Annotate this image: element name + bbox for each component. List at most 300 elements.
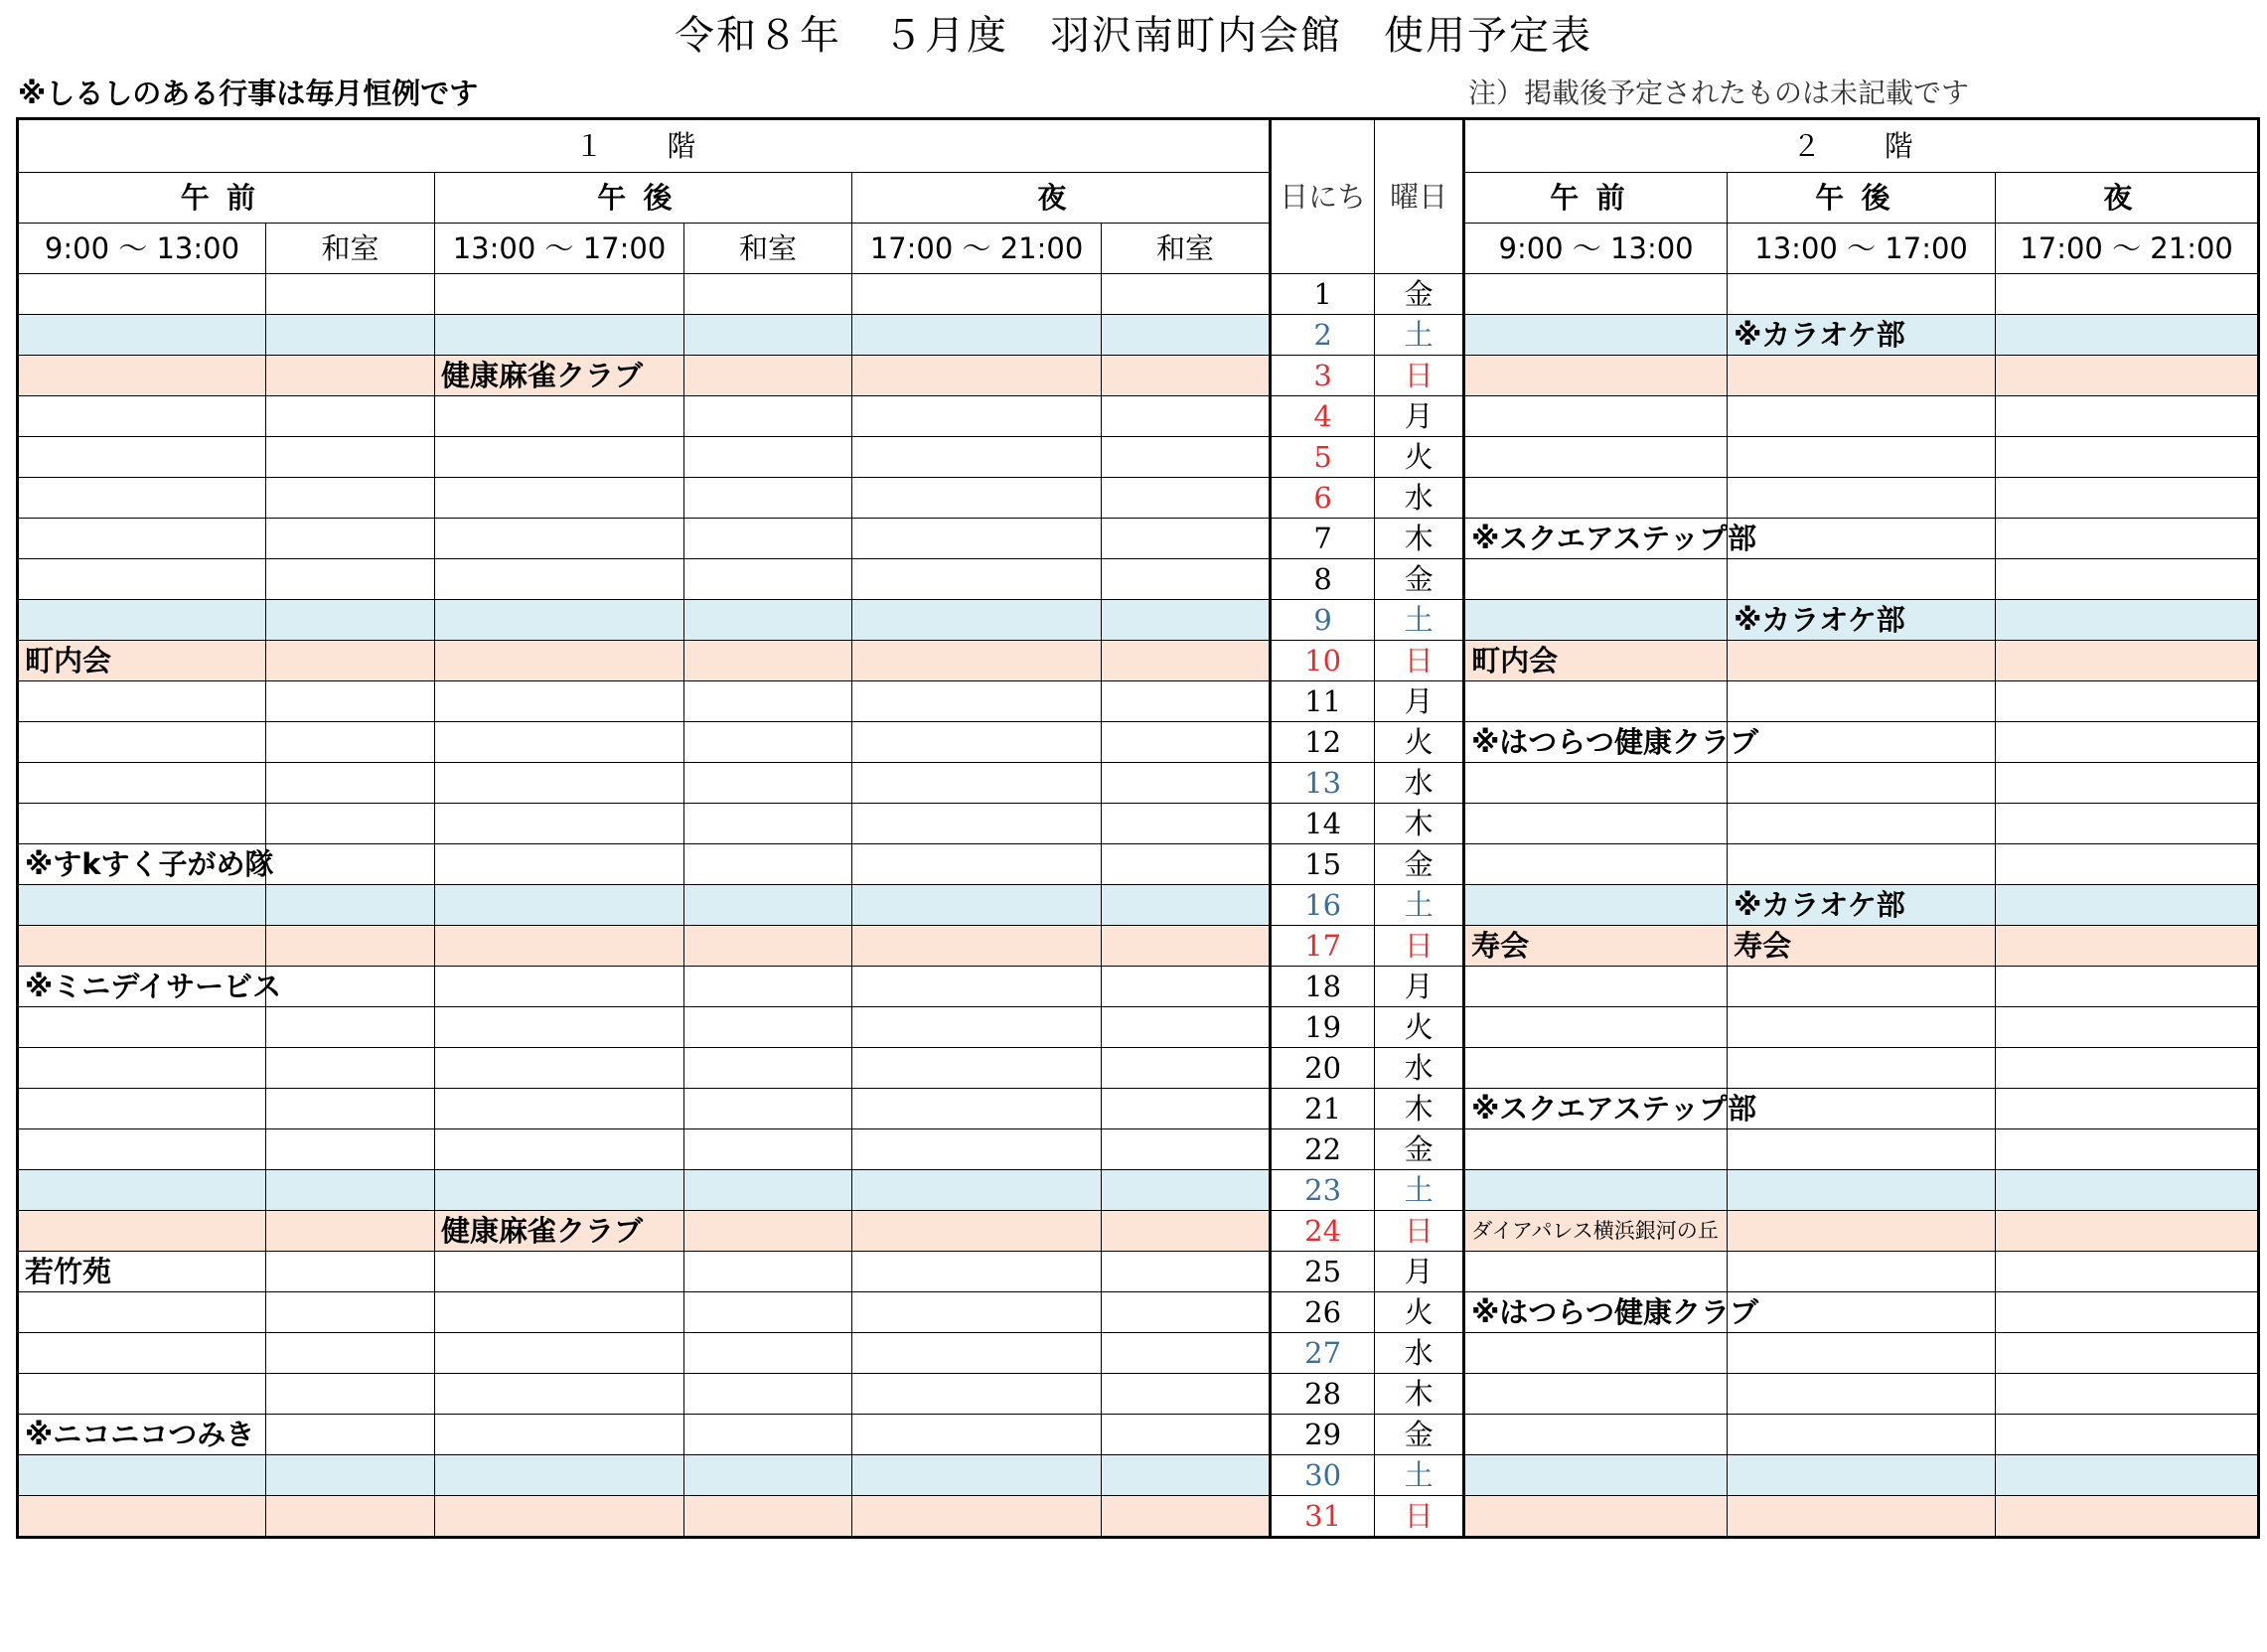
f1-slot-cell[interactable]: [852, 519, 1102, 559]
f2-slot-cell[interactable]: [1728, 274, 1996, 315]
f1-slot-cell[interactable]: [684, 396, 852, 437]
f1-slot-cell[interactable]: [1102, 804, 1271, 844]
f1-slot-cell[interactable]: [266, 1170, 435, 1211]
f2-slot-cell[interactable]: [1464, 1455, 1728, 1496]
f2-slot-cell[interactable]: [1464, 478, 1728, 519]
f1-slot-cell[interactable]: [1102, 1089, 1271, 1129]
f1-slot-cell[interactable]: [1102, 1333, 1271, 1374]
f1-slot-cell[interactable]: [18, 1455, 266, 1496]
f1-slot-cell[interactable]: [1102, 1496, 1271, 1538]
f1-slot-cell[interactable]: [684, 315, 852, 356]
f2-slot-cell[interactable]: [1728, 804, 1996, 844]
f1-pm-washitsu: 和室: [684, 224, 852, 274]
f2-slot-cell[interactable]: [1728, 641, 1996, 681]
f2-slot-cell[interactable]: [1728, 1496, 1996, 1538]
f1-slot-cell[interactable]: [852, 722, 1102, 763]
f2-slot-cell[interactable]: [1996, 396, 2259, 437]
f1-slot-cell[interactable]: [684, 274, 852, 315]
f1-slot-cell[interactable]: [852, 885, 1102, 926]
f1-slot-cell[interactable]: [852, 1170, 1102, 1211]
f1-slot-cell[interactable]: [1102, 967, 1271, 1007]
f2-slot-cell[interactable]: [1464, 1048, 1728, 1089]
f1-slot-cell[interactable]: [18, 437, 266, 478]
f2-slot-cell[interactable]: [1728, 722, 1996, 763]
f1-slot-cell[interactable]: [266, 315, 435, 356]
f1-slot-cell[interactable]: [684, 1496, 852, 1538]
f2-slot-cell[interactable]: [1464, 1415, 1728, 1455]
f1-slot-cell[interactable]: [18, 1129, 266, 1170]
f1-slot-cell[interactable]: [1102, 356, 1271, 396]
f2-slot-cell[interactable]: [1728, 559, 1996, 600]
f1-am-washitsu: 和室: [266, 224, 435, 274]
f1-slot-cell[interactable]: [1102, 478, 1271, 519]
f1-slot-cell[interactable]: [1102, 1455, 1271, 1496]
f1-slot-cell[interactable]: [435, 600, 684, 641]
f1-slot-cell[interactable]: [266, 1048, 435, 1089]
f1-slot-cell[interactable]: [435, 519, 684, 559]
f2-slot-cell[interactable]: [1464, 274, 1728, 315]
f2-slot-cell[interactable]: ダイアパレス横浜銀河の丘: [1464, 1211, 1728, 1252]
f1-slot-cell[interactable]: [18, 1089, 266, 1129]
f1-slot-cell[interactable]: [435, 885, 684, 926]
table-row: [18, 641, 2259, 681]
f1-slot-cell[interactable]: [1102, 1374, 1271, 1415]
f1-slot-cell[interactable]: [266, 641, 435, 681]
f2-slot-cell[interactable]: ※カラオケ部: [1728, 315, 1996, 356]
f1-slot-cell[interactable]: [852, 1374, 1102, 1415]
f1-slot-cell[interactable]: [1102, 926, 1271, 967]
f2-slot-cell[interactable]: [1728, 844, 1996, 885]
f2-slot-cell[interactable]: ※はつらつ健康クラブ: [1464, 1292, 1728, 1333]
f1-slot-cell[interactable]: [435, 1007, 684, 1048]
f1-slot-cell[interactable]: [18, 1333, 266, 1374]
f2-slot-cell[interactable]: [1996, 681, 2259, 722]
f1-slot-cell[interactable]: [435, 274, 684, 315]
f1-slot-cell[interactable]: [1102, 437, 1271, 478]
f1-slot-cell[interactable]: [684, 1048, 852, 1089]
f1-slot-cell[interactable]: 健康麻雀クラブ: [435, 1211, 684, 1252]
f2-slot-cell[interactable]: 町内会: [1464, 641, 1728, 681]
f1-slot-cell[interactable]: [852, 559, 1102, 600]
f2-slot-cell[interactable]: [1996, 1089, 2259, 1129]
f2-slot-cell[interactable]: [1728, 1455, 1996, 1496]
f1-slot-cell[interactable]: [684, 559, 852, 600]
f2-slot-cell[interactable]: [1464, 396, 1728, 437]
f2-slot-cell[interactable]: [1728, 437, 1996, 478]
f1-slot-cell[interactable]: [266, 396, 435, 437]
f2-slot-cell[interactable]: [1464, 315, 1728, 356]
f1-slot-cell[interactable]: [1102, 600, 1271, 641]
f2-slot-cell[interactable]: [1996, 844, 2259, 885]
f1-slot-cell[interactable]: [1102, 722, 1271, 763]
f1-slot-cell[interactable]: [852, 478, 1102, 519]
f2-slot-cell[interactable]: [1996, 1374, 2259, 1415]
f1-slot-cell[interactable]: [435, 1089, 684, 1129]
f2-slot-cell[interactable]: [1728, 1129, 1996, 1170]
f1-slot-cell[interactable]: [684, 1333, 852, 1374]
f1-slot-cell[interactable]: [1102, 274, 1271, 315]
f2-slot-cell[interactable]: [1464, 356, 1728, 396]
f2-slot-cell[interactable]: [1464, 967, 1728, 1007]
f2-slot-cell[interactable]: [1464, 1496, 1728, 1538]
f1-slot-cell[interactable]: [18, 885, 266, 926]
f2-slot-cell[interactable]: [1728, 1048, 1996, 1089]
f1-slot-cell[interactable]: [1102, 844, 1271, 885]
f2-slot-cell[interactable]: [1728, 478, 1996, 519]
f2-slot-cell[interactable]: [1464, 1129, 1728, 1170]
f1-slot-cell[interactable]: [435, 722, 684, 763]
f2-slot-cell[interactable]: [1728, 681, 1996, 722]
f2-slot-cell[interactable]: [1728, 1415, 1996, 1455]
f1-slot-cell[interactable]: [266, 1496, 435, 1538]
f1-slot-cell[interactable]: [18, 1007, 266, 1048]
f1-slot-cell[interactable]: [684, 1252, 852, 1292]
f2-slot-cell[interactable]: [1464, 844, 1728, 885]
f1-slot-cell[interactable]: ※ミニデイサービス: [18, 967, 266, 1007]
f1-slot-cell[interactable]: [852, 1089, 1102, 1129]
f1-slot-cell[interactable]: [852, 681, 1102, 722]
f1-slot-cell[interactable]: [435, 804, 684, 844]
f1-slot-cell[interactable]: [18, 559, 266, 600]
f1-slot-cell[interactable]: [1102, 1415, 1271, 1455]
f1-slot-cell[interactable]: [18, 722, 266, 763]
f1-slot-cell[interactable]: [266, 478, 435, 519]
f1-slot-cell[interactable]: [684, 804, 852, 844]
f1-slot-cell[interactable]: [1102, 641, 1271, 681]
f1-slot-cell[interactable]: 若竹苑: [18, 1252, 266, 1292]
f1-slot-cell[interactable]: [1102, 396, 1271, 437]
f2-slot-cell[interactable]: [1464, 1170, 1728, 1211]
f1-slot-cell[interactable]: [18, 804, 266, 844]
table-row: [18, 478, 2259, 519]
f2-slot-cell[interactable]: [1996, 600, 2259, 641]
f1-slot-cell[interactable]: [852, 1129, 1102, 1170]
f1-slot-cell[interactable]: [684, 437, 852, 478]
f1-slot-cell[interactable]: [852, 763, 1102, 804]
f1-slot-cell[interactable]: [435, 926, 684, 967]
f2-slot-cell[interactable]: [1464, 559, 1728, 600]
f1-slot-cell[interactable]: [435, 396, 684, 437]
day-number: 20: [1271, 1048, 1375, 1089]
f2-slot-cell[interactable]: [1464, 763, 1728, 804]
f2-slot-cell[interactable]: [1996, 356, 2259, 396]
f1-slot-cell[interactable]: [852, 1333, 1102, 1374]
f2-slot-cell[interactable]: 寿会: [1728, 926, 1996, 967]
table-row: [18, 356, 2259, 396]
f1-slot-cell[interactable]: [852, 356, 1102, 396]
f1-slot-cell[interactable]: [435, 681, 684, 722]
f1-slot-cell[interactable]: [435, 1292, 684, 1333]
f1-slot-cell[interactable]: [684, 1129, 852, 1170]
f1-slot-cell[interactable]: [18, 926, 266, 967]
f1-slot-cell[interactable]: [1102, 1211, 1271, 1252]
f2-slot-cell[interactable]: [1996, 437, 2259, 478]
f2-slot-cell[interactable]: [1728, 1333, 1996, 1374]
f1-slot-cell[interactable]: [852, 1007, 1102, 1048]
f1-slot-cell[interactable]: [266, 1333, 435, 1374]
f1-slot-cell[interactable]: [266, 1415, 435, 1455]
table-row: [18, 763, 2259, 804]
f1-slot-cell[interactable]: [18, 681, 266, 722]
weekday-cell: 金: [1375, 1129, 1464, 1170]
f2-am-header: 午前: [1464, 173, 1728, 224]
f1-slot-cell[interactable]: [852, 396, 1102, 437]
f1-slot-cell[interactable]: [1102, 1007, 1271, 1048]
f1-slot-cell[interactable]: [684, 1415, 852, 1455]
f1-slot-cell[interactable]: [18, 1211, 266, 1252]
f2-slot-cell[interactable]: [1728, 1170, 1996, 1211]
weekday-cell: 金: [1375, 274, 1464, 315]
f1-slot-cell[interactable]: [852, 315, 1102, 356]
f1-slot-cell[interactable]: [18, 356, 266, 396]
f1-slot-cell[interactable]: [684, 600, 852, 641]
day-header: 日にち: [1271, 119, 1375, 274]
day-number: 17: [1271, 926, 1375, 967]
weekday-cell: 日: [1375, 1211, 1464, 1252]
f1-slot-cell[interactable]: ※ニコニコつみき: [18, 1415, 266, 1455]
f2-slot-cell[interactable]: [1996, 885, 2259, 926]
f1-slot-cell[interactable]: [684, 967, 852, 1007]
f1-slot-cell[interactable]: [1102, 763, 1271, 804]
f2-slot-cell[interactable]: [1996, 1048, 2259, 1089]
f2-slot-cell[interactable]: [1996, 1455, 2259, 1496]
f2-slot-cell[interactable]: [1728, 1211, 1996, 1252]
f1-slot-cell[interactable]: [684, 681, 852, 722]
f1-slot-cell[interactable]: [266, 1089, 435, 1129]
f1-slot-cell[interactable]: [266, 681, 435, 722]
f2-slot-cell[interactable]: 寿会: [1464, 926, 1728, 967]
f1-slot-cell[interactable]: [852, 967, 1102, 1007]
f1-slot-cell[interactable]: [18, 315, 266, 356]
weekday-header: 曜日: [1375, 119, 1464, 274]
f1-slot-cell[interactable]: [1102, 1129, 1271, 1170]
f1-slot-cell[interactable]: [684, 641, 852, 681]
f2-slot-cell[interactable]: ※スクエアステップ部: [1464, 1089, 1728, 1129]
f1-slot-cell[interactable]: [435, 437, 684, 478]
f2-slot-cell[interactable]: [1996, 519, 2259, 559]
f2-slot-cell[interactable]: [1464, 1333, 1728, 1374]
f1-slot-cell[interactable]: [266, 1292, 435, 1333]
f1-slot-cell[interactable]: [266, 559, 435, 600]
f1-slot-cell[interactable]: [852, 804, 1102, 844]
table-row: [18, 885, 2259, 926]
f1-slot-cell[interactable]: [18, 763, 266, 804]
f1-slot-cell[interactable]: [435, 315, 684, 356]
f1-slot-cell[interactable]: [18, 1496, 266, 1538]
f1-slot-cell[interactable]: [1102, 1252, 1271, 1292]
f2-slot-cell[interactable]: [1728, 1007, 1996, 1048]
f1-slot-cell[interactable]: [852, 1455, 1102, 1496]
f1-slot-cell[interactable]: [852, 600, 1102, 641]
f2-slot-cell[interactable]: [1464, 600, 1728, 641]
f2-slot-cell[interactable]: [1996, 1496, 2259, 1538]
f1-slot-cell[interactable]: [1102, 519, 1271, 559]
f1-slot-cell[interactable]: [852, 641, 1102, 681]
weekday-cell: 土: [1375, 1455, 1464, 1496]
f1-slot-cell[interactable]: [852, 1252, 1102, 1292]
f1-slot-cell[interactable]: [435, 1415, 684, 1455]
f1-slot-cell[interactable]: [684, 1089, 852, 1129]
f1-slot-cell[interactable]: [684, 1211, 852, 1252]
f2-slot-cell[interactable]: [1728, 763, 1996, 804]
f1-slot-cell[interactable]: [684, 1374, 852, 1415]
f1-slot-cell[interactable]: [852, 926, 1102, 967]
f1-slot-cell[interactable]: [18, 519, 266, 559]
f2-slot-cell[interactable]: ※カラオケ部: [1728, 600, 1996, 641]
f2-slot-cell[interactable]: [1996, 1170, 2259, 1211]
f1-slot-cell[interactable]: [1102, 885, 1271, 926]
f1-slot-cell[interactable]: [266, 763, 435, 804]
f1-slot-cell[interactable]: [684, 763, 852, 804]
f2-slot-cell[interactable]: [1464, 1374, 1728, 1415]
f1-slot-cell[interactable]: [266, 519, 435, 559]
f2-slot-cell[interactable]: [1996, 763, 2259, 804]
f2-slot-cell[interactable]: [1728, 1292, 1996, 1333]
f2-slot-cell[interactable]: [1996, 274, 2259, 315]
f1-slot-cell[interactable]: [435, 1333, 684, 1374]
f2-slot-cell[interactable]: [1464, 804, 1728, 844]
f1-slot-cell[interactable]: [435, 967, 684, 1007]
f1-slot-cell[interactable]: [266, 1455, 435, 1496]
f1-slot-cell[interactable]: [852, 274, 1102, 315]
f1-slot-cell[interactable]: [266, 885, 435, 926]
f2-slot-cell[interactable]: [1728, 519, 1996, 559]
table-row: [18, 1007, 2259, 1048]
f1-slot-cell[interactable]: ※すkすく子がめ隊: [18, 844, 266, 885]
f1-slot-cell[interactable]: [266, 1374, 435, 1415]
f1-slot-cell[interactable]: [266, 437, 435, 478]
f1-slot-cell[interactable]: [435, 1252, 684, 1292]
f1-slot-cell[interactable]: [684, 478, 852, 519]
f1-slot-cell[interactable]: [684, 519, 852, 559]
f1-slot-cell[interactable]: [1102, 1170, 1271, 1211]
f1-slot-cell[interactable]: [852, 1292, 1102, 1333]
f2-slot-cell[interactable]: [1996, 722, 2259, 763]
f1-slot-cell[interactable]: [18, 600, 266, 641]
f1-slot-cell[interactable]: [18, 1292, 266, 1333]
f1-slot-cell[interactable]: [435, 763, 684, 804]
f1-slot-cell[interactable]: [852, 1048, 1102, 1089]
f1-slot-cell[interactable]: [684, 1170, 852, 1211]
f1-slot-cell[interactable]: [684, 356, 852, 396]
f2-slot-cell[interactable]: ※カラオケ部: [1728, 885, 1996, 926]
f1-slot-cell[interactable]: [852, 1211, 1102, 1252]
f1-slot-cell[interactable]: [435, 1048, 684, 1089]
f1-slot-cell[interactable]: [852, 844, 1102, 885]
f1-slot-cell[interactable]: [435, 1496, 684, 1538]
f1-slot-cell[interactable]: [852, 437, 1102, 478]
f2-slot-cell[interactable]: [1996, 1211, 2259, 1252]
f1-slot-cell[interactable]: [1102, 1048, 1271, 1089]
f1-slot-cell[interactable]: [684, 1292, 852, 1333]
f1-slot-cell[interactable]: [435, 641, 684, 681]
f2-slot-cell[interactable]: [1464, 885, 1728, 926]
f2-slot-cell[interactable]: [1996, 804, 2259, 844]
f1-slot-cell[interactable]: [18, 396, 266, 437]
f2-slot-cell[interactable]: [1728, 356, 1996, 396]
f1-slot-cell[interactable]: [18, 1170, 266, 1211]
weekday-cell: 木: [1375, 1374, 1464, 1415]
f2-slot-cell[interactable]: [1728, 1089, 1996, 1129]
f2-slot-cell[interactable]: [1728, 1252, 1996, 1292]
f1-slot-cell[interactable]: [1102, 1292, 1271, 1333]
f1-slot-cell[interactable]: [266, 804, 435, 844]
f1-slot-cell[interactable]: [1102, 315, 1271, 356]
f2-slot-cell[interactable]: [1464, 1252, 1728, 1292]
f1-slot-cell[interactable]: [684, 1007, 852, 1048]
f1-slot-cell[interactable]: [18, 274, 266, 315]
f1-slot-cell[interactable]: [266, 600, 435, 641]
f1-slot-cell[interactable]: [435, 1374, 684, 1415]
f1-slot-cell[interactable]: [266, 844, 435, 885]
f1-slot-cell[interactable]: [18, 1048, 266, 1089]
f1-slot-cell[interactable]: [435, 559, 684, 600]
f1-slot-cell[interactable]: [852, 1415, 1102, 1455]
f1-slot-cell[interactable]: [266, 274, 435, 315]
f1-slot-cell[interactable]: [435, 844, 684, 885]
f2-slot-cell[interactable]: [1996, 1129, 2259, 1170]
f1-slot-cell[interactable]: [435, 1455, 684, 1496]
f2-slot-cell[interactable]: ※はつらつ健康クラブ: [1464, 722, 1728, 763]
f2-slot-cell[interactable]: [1464, 1007, 1728, 1048]
f1-slot-cell[interactable]: [435, 478, 684, 519]
f1-slot-cell[interactable]: [266, 926, 435, 967]
f2-slot-cell[interactable]: [1996, 641, 2259, 681]
f2-slot-cell[interactable]: [1996, 478, 2259, 519]
f2-slot-cell[interactable]: ※スクエアステップ部: [1464, 519, 1728, 559]
f1-slot-cell[interactable]: [435, 1170, 684, 1211]
f1-slot-cell[interactable]: [684, 722, 852, 763]
f1-slot-cell[interactable]: [1102, 681, 1271, 722]
f2-slot-cell[interactable]: [1996, 559, 2259, 600]
f1-slot-cell[interactable]: [18, 478, 266, 519]
f2-slot-cell[interactable]: [1996, 1333, 2259, 1374]
f1-slot-cell[interactable]: [1102, 559, 1271, 600]
f2-slot-cell[interactable]: [1728, 1374, 1996, 1415]
f1-slot-cell[interactable]: [852, 1496, 1102, 1538]
f1-slot-cell[interactable]: [684, 926, 852, 967]
f2-slot-cell[interactable]: [1996, 315, 2259, 356]
f1-slot-cell[interactable]: [266, 1007, 435, 1048]
f1-slot-cell[interactable]: [435, 1129, 684, 1170]
f1-slot-cell[interactable]: [18, 1374, 266, 1415]
f2-slot-cell[interactable]: [1464, 437, 1728, 478]
f2-slot-cell[interactable]: [1464, 681, 1728, 722]
f2-slot-cell[interactable]: [1728, 967, 1996, 1007]
weekday-cell: 火: [1375, 437, 1464, 478]
f1-slot-cell[interactable]: [266, 1129, 435, 1170]
f1-slot-cell[interactable]: [266, 356, 435, 396]
f2-slot-cell[interactable]: [1996, 1415, 2259, 1455]
f1-slot-cell[interactable]: [684, 844, 852, 885]
f2-slot-cell[interactable]: [1728, 396, 1996, 437]
f1-slot-cell[interactable]: [266, 1211, 435, 1252]
f1-slot-cell[interactable]: [266, 722, 435, 763]
f2-slot-cell[interactable]: [1996, 967, 2259, 1007]
f1-slot-cell[interactable]: [684, 1455, 852, 1496]
f1-am-time: 9:00 〜 13:00: [18, 224, 266, 274]
f1-slot-cell[interactable]: [266, 1252, 435, 1292]
f2-slot-cell[interactable]: [1996, 1007, 2259, 1048]
f1-slot-cell[interactable]: 健康麻雀クラブ: [435, 356, 684, 396]
f2-slot-cell[interactable]: [1996, 1292, 2259, 1333]
f1-slot-cell[interactable]: [684, 885, 852, 926]
f2-slot-cell[interactable]: [1996, 926, 2259, 967]
f1-slot-cell[interactable]: 町内会: [18, 641, 266, 681]
table-row: [18, 1129, 2259, 1170]
f1-slot-cell[interactable]: [266, 967, 435, 1007]
f2-slot-cell[interactable]: [1996, 1252, 2259, 1292]
